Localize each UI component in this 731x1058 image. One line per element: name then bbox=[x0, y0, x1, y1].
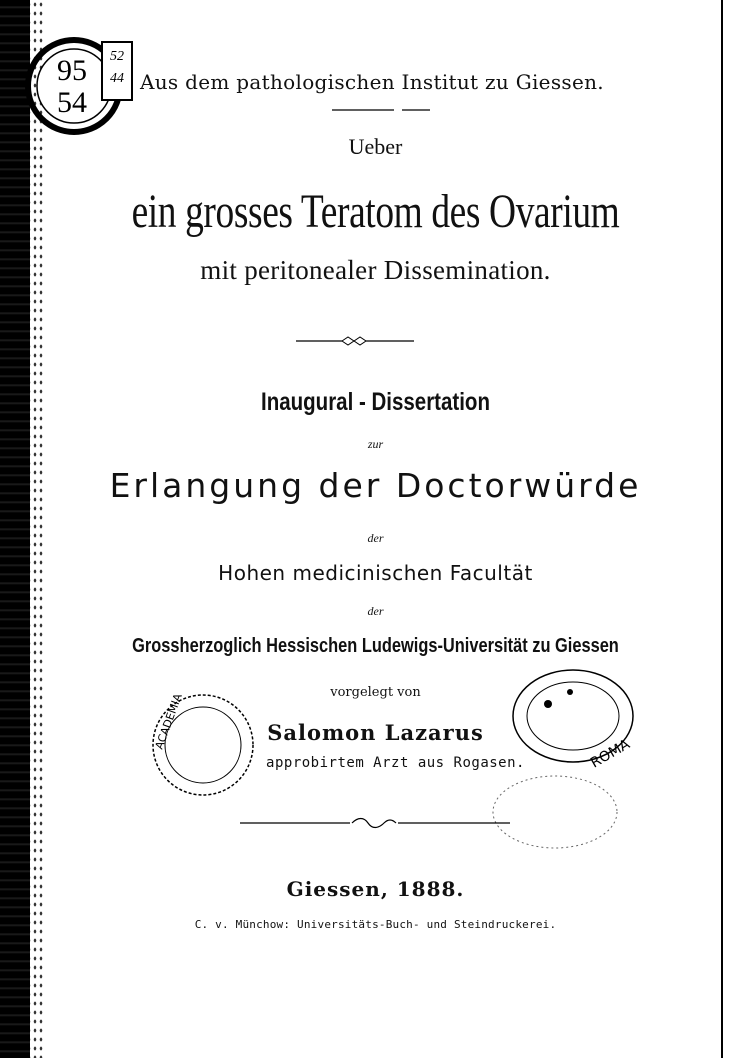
word-zur: zur bbox=[367, 437, 384, 451]
word-der-2: der bbox=[367, 604, 384, 618]
university-line: Grossherzoglich Hessischen Ludewigs-Universität zu Giessen bbox=[132, 635, 619, 657]
catalog-stamp bbox=[22, 36, 134, 136]
institute-line: Aus dem pathologischen Institut zu Giessen. bbox=[140, 70, 604, 94]
printer-line: C. v. Münchow: Universitäts-Buch- und Steindruckerei. bbox=[194, 918, 557, 931]
place-and-year: Giessen, 1888. bbox=[286, 877, 465, 901]
page-right-edge bbox=[721, 0, 731, 1058]
vorgelegt-line: vorgelegt von bbox=[330, 685, 421, 700]
preposition-ueber: Ueber bbox=[348, 134, 403, 159]
degree-line: Erlangung der Doctorwürde bbox=[109, 466, 642, 505]
library-stamp-right bbox=[508, 664, 638, 774]
short-divider bbox=[332, 108, 432, 112]
library-stamp-left bbox=[148, 690, 258, 800]
dissertation-heading: Inaugural - Dissertation bbox=[261, 388, 490, 416]
ornament-divider bbox=[296, 334, 416, 348]
catalog-annotation-top: 52 bbox=[110, 49, 124, 64]
author-name: Salomon Lazarus bbox=[267, 720, 484, 745]
stamp-right-text: ROMA bbox=[588, 736, 633, 772]
ornament-divider-bottom bbox=[240, 816, 510, 830]
catalog-annotation-bottom: 44 bbox=[110, 71, 124, 86]
stamp-left-text: ACADEMIA bbox=[152, 691, 185, 752]
catalog-number-top: 95 bbox=[57, 54, 87, 87]
faculty-line: Hohen medicinischen Facultät bbox=[218, 561, 533, 585]
author-credentials: approbirtem Arzt aus Rogasen. bbox=[266, 755, 525, 771]
faint-stamp-oval bbox=[490, 772, 620, 852]
page-title: ein grosses Teratom des Ovarium bbox=[131, 185, 620, 238]
catalog-number-bottom: 54 bbox=[57, 86, 87, 119]
word-der-1: der bbox=[367, 531, 384, 545]
page-subtitle: mit peritonealer Dissemination. bbox=[200, 255, 551, 285]
